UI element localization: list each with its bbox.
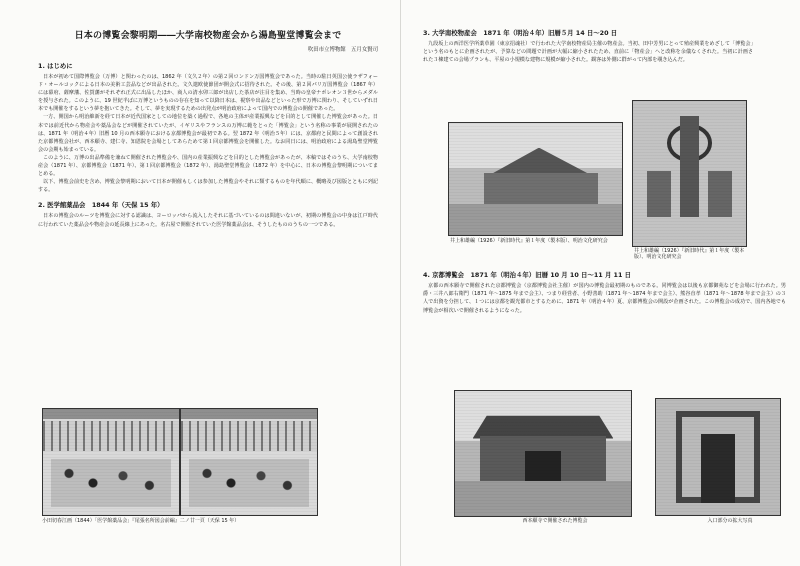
woodblock-print-left (42, 408, 180, 516)
section-3-heading: 3. 大学南校物産会 1871 年（明治４年）旧暦５月 14 日～20 日 (423, 29, 618, 37)
section-1-paragraph: 以下、博覧会前史を含め、博覧会黎明期において日本が開催もしくは参加した博覧会やそれに類するものを年代順に、概略及び図版とともに列記する。 (38, 179, 378, 194)
artifact-caption: 井上和雄編（1926）『新旧時代』第１年度（製本版）、明治文化研究会 (634, 248, 745, 260)
entrance-caption: 入口部分の拡大写真 (707, 518, 753, 524)
artifact-photo (632, 100, 747, 247)
building-caption: 井上和雄編（1926）『新旧時代』第１年度（製本版）、明治文化研究会 (450, 238, 608, 244)
temple-caption: 西本願寺で開催された博覧会 (522, 518, 588, 524)
print-caption: 小田切春江画（1844）「医学館薬品会」『尾張名所図会前編』二ノ廿一頁（天保 15 年） (42, 518, 240, 524)
section-1-paragraph: このように、万博の出品準備を兼ねて開催された博覧会や、国内の産業振興などを目的とした博覧会があったが、本稿ではそのうち、大学南校物産会（1871 年）、京都博覧会（1871 年）、第１回京都博覧会（1872 年）、湯島聖堂博覧会（1872 年）を中心に、日本の博覧会黎明期についてまとめる。 (38, 154, 378, 178)
section-3-paragraph: 九段坂上の西洋医学所薬草園（東京招魂社）で行われた大学南校物産局主催の物産会。当初、田中芳男にとって殖産興業をめざして「博覧会」という名のもとに企画されたが、予算などの問題で計画が大幅に縮小されたため、直前に「物産会」へと改称を余儀なくされた。当初に計画された３棟建ての会場プランも、平屋の小規模な建物に規模が縮小された。観客は外側に群がって内部を覗き込んだ。 (423, 41, 753, 64)
nishi-honganji-photo (454, 390, 632, 517)
section-4-heading: 4. 京都博覧会 1871 年（明治４年）旧暦 10 月 10 日～11 月 11 日 (423, 271, 632, 280)
section-1-paragraph: 一方、開国から明治維新を経て日本が近代国家としての地位を築く過程で、各地の主体が産業振興などを目的として開催した博覧会があった。日本では前近代から物産会や薬品会などが開催されていたが、イギリスやフランスの万博に範をとった「博覧会」という名称の事業が展開されたのは、1871 年（明治４年）旧暦 10 月の西本願寺における京都博覧会が最初である。翌 1872 年（明治５年）には、京都府と民間によって創設された京都博覧会社が、西本願寺、建仁寺、知恩院を会場としてあらためて第１回京都博覧会を開催した。なお同日には、明治政府による湯島聖堂博覧会の会期も始まっている。 (38, 114, 378, 153)
section-2-paragraph: 日本の博覧会のルーツを博覧会に対する認識は、ヨーロッパから流入したそれに基づいているのは間違いないが、初期の博覧会の中身は江戸時代に行われていた薬品会や物産会の延長線上にあった。名古屋で開催されていた医学館薬品会は、そうしたもののうちの一つである。 (38, 213, 378, 228)
exhibition-building-photo (448, 122, 623, 236)
entrance-closeup-photo (655, 398, 781, 516)
article-title: 日本の博覧会黎明期――大学南校物産会から湯島聖堂博覧会まで (74, 31, 342, 41)
woodblock-print-right (180, 408, 318, 516)
section-2-heading: 2. 医学館薬品会 1844 年（天保 15 年） (38, 201, 164, 210)
section-4-paragraph: 京都の西本願寺で開催された京都博覧会（京都博覧会社主催）が国内の博覧会最初期のものである。同博覧会は以後も京都御苑などを会場に行われた。男爵・三井八郎右衛門（1871 年～1875 年まで会主）、つまり経営者、小野善助（1871 年～1874 年まで会主）、熊谷直孝（1871 年～1878 年まで会主）の３人で出資を分担して、１つには京都を観光都市とするために、1871 年（明治４年）夏、京都博覧会の開設が企画された。この博覧会の成功で、国内各地でも博覧会が相次いで開催されるようになった。 (423, 283, 786, 314)
section-1-heading: 1. はじめに (38, 62, 73, 70)
section-1-paragraph: 日本が初めて国際博覧会（万博）と関わったのは、1862 年（文久２年）の第２回ロンドン万国博覧会であった。当時の駐日英国公使ラザフォード・オールコックによる日本の美術工芸品などが出品された。文久遣欧使節団が開会式に招待された。その後、第２回パリ万国博覧会（1867 年）には幕府、薩摩藩、佐賀藩がそれぞれ正式に出品したほか、商人の清水卯三郎が出店した茶店が注目を集め、当時の皇帝ナポレオン３世からメダルを授与された。このように、19 世紀半ばに万博というものの存在を知って以降日本は、視察や出品などといった形で万博に関わり、そしていずれ日本でも開催をするという夢を抱いてきた。そして、夢を実現するための出発点が明治政府によって国内での博覧会の開催であった。 (38, 74, 378, 113)
author-line: 吹田市立博物館 五月女賢司 (307, 47, 378, 53)
